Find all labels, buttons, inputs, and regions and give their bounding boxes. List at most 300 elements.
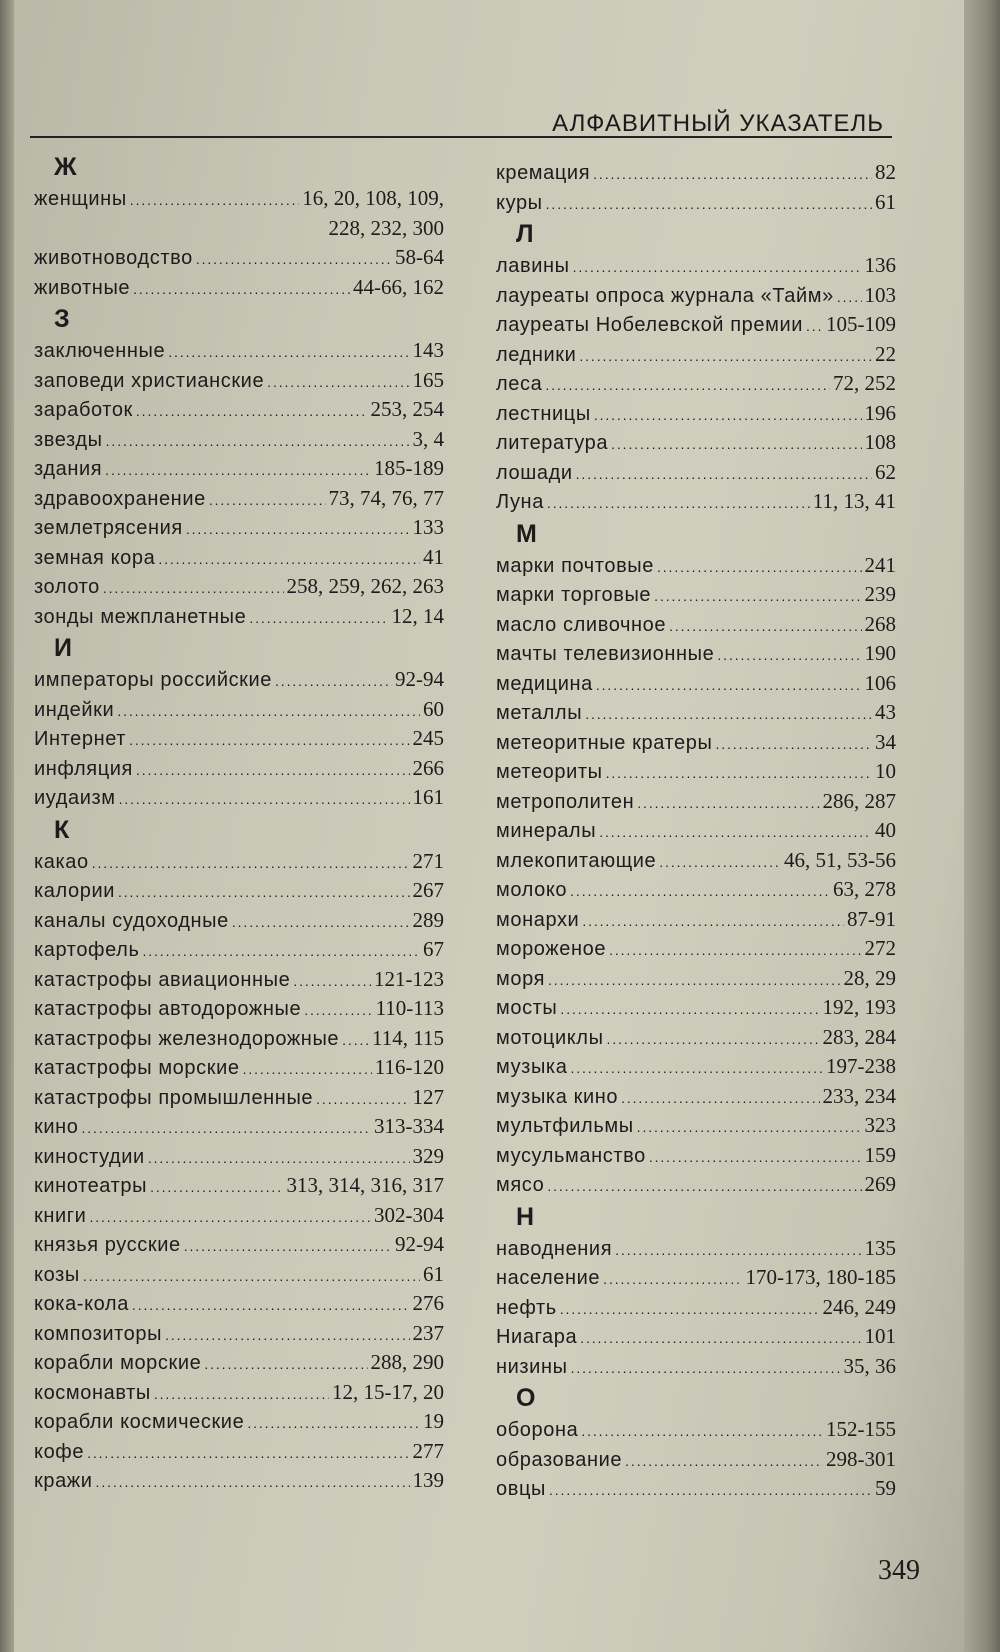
index-column-right bbox=[496, 158, 896, 1504]
dot-leader bbox=[293, 967, 371, 997]
dot-leader bbox=[545, 371, 830, 401]
dot-leader bbox=[89, 1203, 371, 1233]
dot-leader bbox=[547, 489, 810, 519]
index-term: золото bbox=[34, 576, 100, 598]
dot-leader bbox=[570, 1054, 823, 1084]
dot-leader bbox=[243, 1055, 372, 1085]
index-term: метеориты bbox=[496, 761, 603, 783]
index-entry bbox=[34, 602, 444, 632]
dot-leader bbox=[92, 849, 410, 879]
index-entry bbox=[34, 1466, 444, 1496]
index-page-refs: 246, 249 bbox=[822, 1294, 896, 1319]
index-page-refs: 323 bbox=[864, 1113, 896, 1137]
index-entry bbox=[34, 783, 444, 813]
index-term: мосты bbox=[496, 997, 558, 1019]
index-page-refs: 313-334 bbox=[374, 1114, 444, 1138]
dot-leader bbox=[576, 460, 872, 490]
index-entry bbox=[34, 572, 444, 602]
index-term: Луна bbox=[496, 491, 544, 513]
index-entry bbox=[34, 1230, 444, 1260]
index-entry bbox=[496, 551, 896, 581]
dot-leader bbox=[247, 1409, 420, 1439]
index-entry bbox=[496, 1111, 896, 1141]
index-term: книги bbox=[34, 1204, 87, 1227]
index-entry bbox=[34, 1319, 444, 1349]
index-term: звезды bbox=[34, 428, 103, 451]
dot-leader bbox=[547, 1172, 861, 1202]
index-page-refs: 10 bbox=[875, 759, 896, 783]
index-term: катастрофы промышленные bbox=[34, 1086, 314, 1109]
dot-leader bbox=[621, 1084, 819, 1114]
dot-leader bbox=[304, 996, 372, 1026]
index-term: музыка кино bbox=[496, 1085, 619, 1108]
dot-leader bbox=[196, 245, 392, 275]
index-entry bbox=[34, 273, 444, 303]
index-page-refs: 258, 259, 262, 263 bbox=[286, 574, 444, 598]
index-term: здания bbox=[34, 458, 103, 480]
index-page-refs: 269 bbox=[864, 1172, 896, 1196]
page-number: 349 bbox=[878, 1555, 920, 1586]
index-entry bbox=[34, 847, 444, 877]
index-page-refs: 22 bbox=[875, 341, 896, 366]
dot-leader bbox=[82, 1114, 372, 1144]
index-entry bbox=[496, 399, 896, 429]
dot-leader bbox=[596, 671, 862, 701]
index-term: наводнения bbox=[496, 1237, 613, 1260]
index-page-refs: 170-173, 180-185 bbox=[745, 1265, 896, 1289]
index-term: мотоциклы bbox=[496, 1026, 604, 1049]
index-entry bbox=[496, 698, 896, 728]
index-page-refs: 61 bbox=[423, 1261, 444, 1286]
index-page-refs: 288, 290 bbox=[370, 1350, 444, 1374]
index-page-refs: 11, 13, 41 bbox=[812, 489, 896, 513]
index-page-refs: 59 bbox=[875, 1476, 896, 1500]
page-left-shadow bbox=[0, 0, 14, 1652]
index-term: князья русские bbox=[34, 1234, 181, 1256]
index-entry bbox=[34, 906, 444, 936]
index-term: здравоохранение bbox=[34, 487, 206, 510]
header-title: АЛФАВИТНЫЙ УКАЗАТЕЛЬ bbox=[552, 110, 884, 137]
index-entry bbox=[34, 366, 444, 396]
index-entry bbox=[34, 543, 444, 573]
dot-leader bbox=[154, 1380, 329, 1410]
index-page-refs: 241 bbox=[864, 552, 896, 577]
index-term: композиторы bbox=[34, 1322, 163, 1345]
index-term: иудаизм bbox=[34, 787, 116, 809]
index-entry bbox=[496, 1234, 896, 1264]
index-page-refs: 237 bbox=[412, 1320, 444, 1345]
dot-leader bbox=[581, 1417, 823, 1447]
index-term: метеоритные кратеры bbox=[496, 731, 713, 754]
index-page-refs: 43 bbox=[875, 700, 896, 724]
index-entry bbox=[496, 251, 896, 281]
dot-leader bbox=[570, 877, 830, 907]
dot-leader bbox=[106, 427, 410, 457]
index-entry bbox=[496, 846, 896, 876]
dot-leader bbox=[669, 612, 861, 642]
index-entry bbox=[496, 340, 896, 370]
index-page-refs: 110-113 bbox=[375, 996, 444, 1020]
index-entry bbox=[496, 1052, 896, 1082]
index-page-refs: 28, 29 bbox=[843, 965, 896, 990]
index-page-refs: 63, 278 bbox=[833, 877, 896, 901]
index-term: инфляция bbox=[34, 757, 133, 780]
dot-leader bbox=[136, 397, 368, 427]
index-term: музыка bbox=[496, 1056, 568, 1078]
index-page-refs: 16, 20, 108, 109, bbox=[302, 186, 444, 210]
index-page-refs: 105-109 bbox=[826, 312, 896, 336]
dot-leader bbox=[717, 641, 861, 671]
index-page-refs: 298-301 bbox=[826, 1446, 896, 1471]
index-entry bbox=[34, 1407, 444, 1437]
index-term: катастрофы авиационные bbox=[34, 968, 291, 991]
index-entry bbox=[34, 1378, 444, 1408]
index-entry bbox=[496, 369, 896, 399]
index-entry bbox=[496, 1082, 896, 1112]
index-entry bbox=[34, 994, 444, 1024]
index-page-refs: 61 bbox=[875, 189, 896, 214]
index-term: кремация bbox=[496, 162, 591, 184]
dot-leader bbox=[549, 1476, 872, 1506]
index-page-refs: 103 bbox=[864, 282, 896, 307]
index-entry bbox=[34, 876, 444, 906]
dot-leader bbox=[637, 1113, 862, 1143]
index-page-refs: 286, 287 bbox=[822, 788, 896, 813]
index-term: земная кора bbox=[34, 546, 156, 569]
dot-leader bbox=[571, 1354, 841, 1384]
index-page-refs: 40 bbox=[875, 818, 896, 842]
index-entry bbox=[496, 1445, 896, 1475]
index-entry bbox=[496, 1023, 896, 1053]
dot-leader bbox=[119, 785, 410, 815]
index-page-refs: 108 bbox=[864, 430, 896, 454]
dot-leader bbox=[593, 160, 872, 190]
index-page-refs: 277 bbox=[412, 1438, 444, 1463]
index-page-refs: 106 bbox=[864, 670, 896, 695]
index-page-refs: 136 bbox=[864, 253, 896, 277]
dot-leader bbox=[232, 908, 410, 938]
index-term: кофе bbox=[34, 1440, 85, 1463]
index-entry bbox=[34, 243, 444, 273]
index-entry bbox=[496, 1352, 896, 1382]
index-page-refs: 135 bbox=[864, 1235, 896, 1260]
index-page-refs: 127 bbox=[412, 1084, 444, 1109]
dot-leader bbox=[548, 966, 840, 996]
index-entry bbox=[34, 336, 444, 366]
index-entry bbox=[496, 1170, 896, 1200]
index-term: заработок bbox=[34, 399, 133, 421]
index-entry bbox=[496, 1293, 896, 1323]
index-term: калории bbox=[34, 880, 115, 902]
dot-leader bbox=[204, 1350, 367, 1380]
index-term: мачты телевизионные bbox=[496, 643, 715, 665]
index-page-refs: 161 bbox=[412, 785, 444, 809]
index-page-refs: 3, 4 bbox=[412, 426, 444, 451]
index-term: ледники bbox=[496, 343, 577, 366]
index-letter-heading: Н bbox=[516, 1202, 535, 1231]
dot-leader bbox=[105, 456, 371, 486]
index-entry bbox=[496, 1141, 896, 1171]
index-page-refs: 34 bbox=[875, 729, 896, 754]
index-term: катастрофы железнодорожные bbox=[34, 1027, 340, 1050]
index-page-refs: 159 bbox=[864, 1142, 896, 1167]
index-entry bbox=[34, 1171, 444, 1201]
index-entry bbox=[496, 1322, 896, 1352]
index-term: мусульманство bbox=[496, 1144, 646, 1167]
index-term: население bbox=[496, 1267, 601, 1289]
index-term: кинотеатры bbox=[34, 1175, 148, 1197]
index-letter-heading: И bbox=[54, 634, 72, 662]
index-term: оборона bbox=[496, 1419, 579, 1441]
index-term: зонды межпланетные bbox=[34, 605, 247, 628]
index-entry bbox=[496, 993, 896, 1023]
index-term: кражи bbox=[34, 1470, 93, 1492]
index-term: корабли морские bbox=[34, 1352, 202, 1374]
index-term: киностудии bbox=[34, 1145, 145, 1168]
index-page-refs: 143 bbox=[412, 338, 444, 362]
dot-leader bbox=[654, 582, 861, 612]
dot-leader bbox=[659, 848, 781, 878]
index-letter-heading: З bbox=[54, 305, 70, 333]
index-term: куры bbox=[496, 191, 543, 214]
index-page-refs: 92-94 bbox=[395, 667, 444, 691]
index-term: марки почтовые bbox=[496, 554, 654, 577]
dot-leader bbox=[599, 818, 872, 848]
index-entry bbox=[496, 816, 896, 846]
index-term: нефть bbox=[496, 1296, 557, 1319]
dot-leader bbox=[249, 604, 388, 634]
index-term: медицина bbox=[496, 672, 593, 695]
dot-leader bbox=[184, 1232, 392, 1262]
index-term: индейки bbox=[34, 698, 115, 721]
index-entry bbox=[34, 695, 444, 725]
index-term: землетрясения bbox=[34, 517, 183, 539]
index-page-refs: 12, 15-17, 20 bbox=[332, 1379, 444, 1404]
index-term: лошади bbox=[496, 461, 573, 484]
index-term: картофель bbox=[34, 939, 140, 961]
dot-leader bbox=[579, 342, 872, 372]
index-term: Ниагара bbox=[496, 1326, 578, 1348]
index-page-refs: 302-304 bbox=[374, 1202, 444, 1227]
dot-leader bbox=[136, 756, 410, 786]
index-page-refs: 87-91 bbox=[847, 906, 896, 931]
index-term: лавины bbox=[496, 255, 570, 277]
dot-leader bbox=[158, 545, 420, 575]
dot-leader bbox=[103, 574, 284, 604]
index-page-refs: 58-64 bbox=[395, 245, 444, 269]
index-entry bbox=[496, 934, 896, 964]
dot-leader bbox=[275, 667, 392, 697]
index-term: молоко bbox=[496, 879, 568, 901]
dot-leader bbox=[117, 697, 420, 727]
index-entry bbox=[34, 513, 444, 543]
index-page-refs: 289 bbox=[412, 907, 444, 932]
index-page-refs: 313, 314, 316, 317 bbox=[286, 1173, 444, 1197]
index-page-refs: 266 bbox=[412, 755, 444, 780]
index-page-refs: 72, 252 bbox=[833, 371, 896, 395]
index-term: литература bbox=[496, 432, 609, 454]
index-term: животные bbox=[34, 276, 131, 299]
index-page-refs: 67 bbox=[423, 937, 444, 961]
index-page-refs: 121-123 bbox=[374, 966, 444, 991]
index-term: каналы судоходные bbox=[34, 909, 229, 932]
index-entry bbox=[496, 610, 896, 640]
dot-leader bbox=[118, 878, 410, 908]
dot-leader bbox=[806, 312, 823, 342]
index-page-refs: 197-238 bbox=[826, 1054, 896, 1078]
index-letter-heading: М bbox=[516, 519, 537, 548]
index-term: кино bbox=[34, 1116, 79, 1138]
running-header bbox=[30, 102, 892, 138]
index-term: марки торговые bbox=[496, 584, 652, 606]
index-entry bbox=[496, 458, 896, 488]
index-page-refs: 165 bbox=[412, 367, 444, 392]
index-entry bbox=[496, 964, 896, 994]
index-term: моря bbox=[496, 967, 546, 990]
index-entry bbox=[34, 724, 444, 754]
index-entry bbox=[34, 935, 444, 965]
index-page-refs: 133 bbox=[412, 515, 444, 539]
page-right-shadow bbox=[964, 0, 1000, 1652]
index-page-refs: 245 bbox=[412, 726, 444, 750]
index-page-refs: 116-120 bbox=[374, 1055, 444, 1079]
index-page-refs: 82 bbox=[875, 160, 896, 184]
index-entry bbox=[34, 184, 444, 214]
index-entry bbox=[496, 905, 896, 935]
dot-leader bbox=[342, 1026, 369, 1056]
index-entry bbox=[34, 484, 444, 514]
dot-leader bbox=[165, 1321, 409, 1351]
index-term: лауреаты опроса журнала «Тайм» bbox=[496, 284, 834, 307]
index-entry bbox=[496, 875, 896, 905]
index-entry bbox=[496, 487, 896, 517]
dot-leader bbox=[580, 1324, 861, 1354]
index-term: женщины bbox=[34, 188, 127, 210]
dot-leader bbox=[132, 1291, 410, 1321]
index-term: метрополитен bbox=[496, 790, 635, 813]
dot-leader bbox=[560, 995, 819, 1025]
dot-leader bbox=[87, 1439, 409, 1469]
index-term: заключенные bbox=[34, 340, 166, 362]
index-term: козы bbox=[34, 1263, 80, 1286]
dot-leader bbox=[625, 1447, 823, 1477]
index-entry bbox=[34, 665, 444, 695]
dot-leader bbox=[607, 1025, 820, 1055]
index-page-refs: 12, 14 bbox=[391, 603, 444, 628]
dot-leader bbox=[148, 1144, 410, 1174]
index-entry bbox=[496, 728, 896, 758]
index-term: заповеди христианские bbox=[34, 369, 265, 392]
index-term: мороженое bbox=[496, 938, 607, 960]
index-term: катастрофы морские bbox=[34, 1057, 240, 1079]
index-term: низины bbox=[496, 1355, 568, 1378]
dot-leader bbox=[657, 553, 862, 583]
index-letter-heading: Л bbox=[516, 220, 534, 248]
index-term: млекопитающие bbox=[496, 849, 657, 872]
dot-leader bbox=[609, 936, 861, 966]
dot-leader bbox=[316, 1085, 409, 1115]
index-entry bbox=[34, 754, 444, 784]
index-page-refs: 139 bbox=[412, 1468, 444, 1492]
index-page-refs: 152-155 bbox=[826, 1417, 896, 1441]
index-term: образование bbox=[496, 1448, 623, 1471]
index-entry bbox=[496, 188, 896, 218]
dot-leader bbox=[129, 726, 409, 756]
index-entry bbox=[34, 1083, 444, 1113]
dot-leader bbox=[133, 275, 350, 305]
dot-leader bbox=[546, 190, 872, 220]
index-term: леса bbox=[496, 373, 543, 395]
dot-leader bbox=[209, 486, 326, 516]
index-page-refs: 101 bbox=[864, 1324, 896, 1348]
index-term: катастрофы автодорожные bbox=[34, 998, 302, 1020]
index-term: космонавты bbox=[34, 1381, 151, 1404]
index-term: мультфильмы bbox=[496, 1115, 634, 1137]
index-term: какао bbox=[34, 850, 89, 873]
index-page-refs: 46, 51, 53-56 bbox=[784, 847, 896, 872]
dot-leader bbox=[611, 430, 861, 460]
index-entry bbox=[496, 1415, 896, 1445]
index-entry bbox=[496, 428, 896, 458]
index-page-refs: 114, 115 bbox=[372, 1025, 444, 1050]
index-page-refs: 73, 74, 76, 77 bbox=[328, 485, 444, 510]
index-entry-continuation: 228, 232, 300 bbox=[328, 215, 444, 240]
index-entry bbox=[34, 454, 444, 484]
index-term: минералы bbox=[496, 820, 597, 842]
dot-leader bbox=[649, 1143, 862, 1173]
dot-leader bbox=[96, 1468, 410, 1498]
index-entry bbox=[34, 425, 444, 455]
index-term: животноводство bbox=[34, 247, 193, 269]
index-term: лестницы bbox=[496, 402, 591, 425]
dot-leader bbox=[142, 937, 420, 967]
index-page-refs: 185-189 bbox=[374, 456, 444, 480]
dot-leader bbox=[585, 700, 872, 730]
index-page-refs: 19 bbox=[423, 1409, 444, 1433]
index-entry bbox=[496, 1263, 896, 1293]
index-page-refs: 92-94 bbox=[395, 1232, 444, 1256]
index-entry bbox=[496, 757, 896, 787]
index-page-refs: 276 bbox=[412, 1291, 444, 1315]
index-term: монархи bbox=[496, 908, 580, 931]
index-page-refs: 239 bbox=[864, 582, 896, 606]
index-page-refs: 267 bbox=[412, 878, 444, 902]
index-letter-heading: Ж bbox=[54, 153, 77, 181]
index-column-left bbox=[34, 150, 444, 1496]
dot-leader bbox=[603, 1265, 742, 1295]
index-entry bbox=[34, 1289, 444, 1319]
dot-leader bbox=[150, 1173, 283, 1203]
index-entry bbox=[496, 158, 896, 188]
index-entry bbox=[496, 310, 896, 340]
index-page-refs: 283, 284 bbox=[822, 1024, 896, 1049]
dot-leader bbox=[615, 1236, 861, 1266]
index-entry bbox=[496, 281, 896, 311]
index-page-refs: 60 bbox=[423, 696, 444, 721]
index-term: лауреаты Нобелевской премии bbox=[496, 314, 804, 336]
index-term: металлы bbox=[496, 702, 583, 724]
index-term: овцы bbox=[496, 1478, 546, 1500]
index-term: императоры российские bbox=[34, 669, 273, 691]
index-page-refs: 35, 36 bbox=[843, 1353, 896, 1378]
index-entry bbox=[496, 669, 896, 699]
index-page-refs: 233, 234 bbox=[822, 1083, 896, 1108]
index-entry bbox=[496, 787, 896, 817]
index-entry bbox=[34, 395, 444, 425]
index-page-refs: 253, 254 bbox=[370, 397, 444, 421]
dot-leader bbox=[594, 401, 862, 431]
dot-leader bbox=[637, 789, 819, 819]
